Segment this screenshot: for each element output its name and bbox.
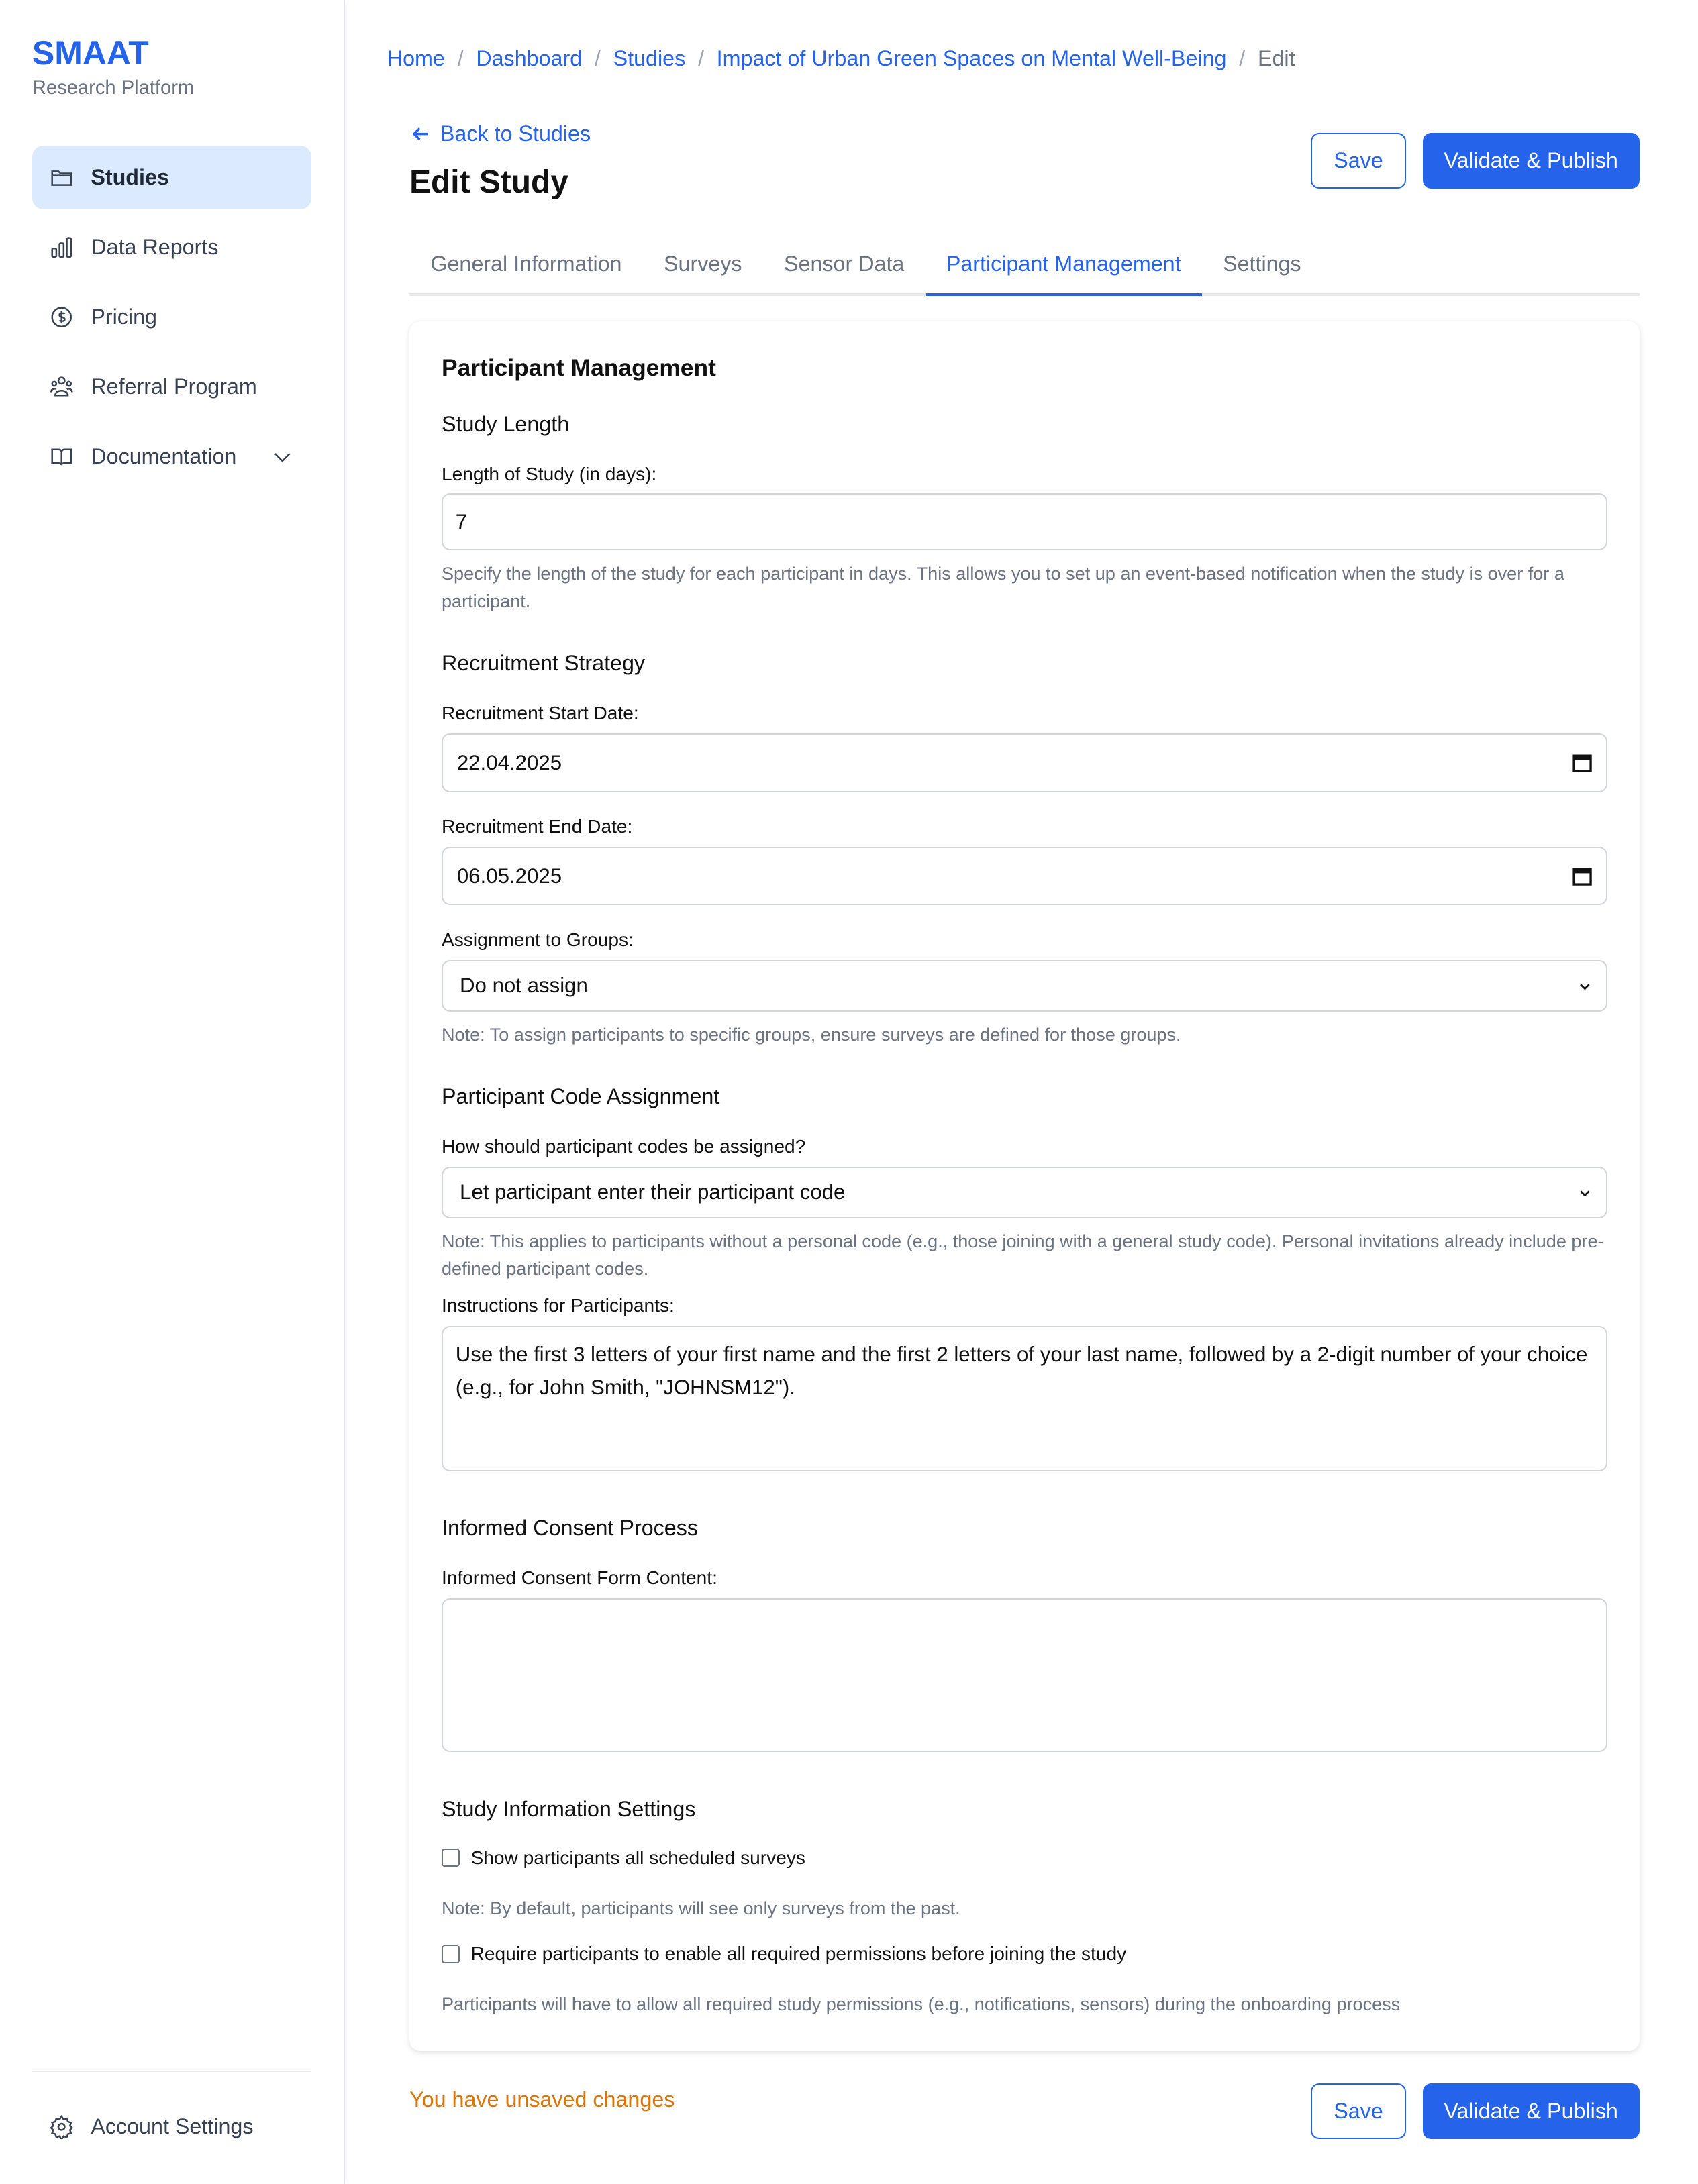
study-length-label: Length of Study (in days):: [442, 464, 657, 485]
study-length-input[interactable]: 7: [442, 493, 1607, 550]
groups-note: Note: To assign participants to specific groups, ensure surveys are defined for those groups.: [442, 1025, 1181, 1045]
users-icon: [49, 374, 74, 399]
calendar-icon[interactable]: [1572, 753, 1592, 772]
breadcrumb-study[interactable]: Impact of Urban Green Spaces on Mental Well-Being: [716, 46, 1227, 70]
divider: [32, 2071, 311, 2072]
groups-select[interactable]: [442, 960, 1607, 1012]
sidebar-item-label: Documentation: [91, 444, 237, 469]
end-date-label: Recruitment End Date:: [442, 816, 633, 837]
folder-icon: [49, 165, 74, 190]
sidebar-item-pricing[interactable]: [32, 285, 311, 350]
sidebar-item-label: Pricing: [91, 305, 157, 329]
consent-textarea[interactable]: [442, 1598, 1607, 1752]
tab-settings[interactable]: Settings: [1223, 251, 1301, 276]
sidebar-nav: [32, 146, 311, 495]
checkbox-label: Require participants to enable all required permissions before joining the study: [470, 1943, 1127, 1965]
footer-validate-publish-button[interactable]: Validate & Publish: [1423, 2083, 1640, 2139]
sidebar-item-documentation[interactable]: [32, 425, 311, 489]
sidebar-item-data-reports[interactable]: [32, 215, 311, 280]
end-date-input[interactable]: [442, 847, 1607, 905]
tab-sensor-data[interactable]: Sensor Data: [784, 251, 905, 276]
account-settings-link[interactable]: [32, 2094, 311, 2159]
breadcrumb-current: Edit: [1257, 46, 1295, 70]
back-label: Back to Studies: [440, 121, 591, 146]
start-date-label: Recruitment Start Date:: [442, 703, 639, 724]
codes-heading: Participant Code Assignment: [442, 1084, 720, 1108]
codes-label: How should participant codes be assigned?: [442, 1135, 806, 1157]
sidebar-item-studies[interactable]: [32, 146, 311, 210]
checkbox[interactable]: [442, 1849, 460, 1867]
tab-general-information[interactable]: General Information: [430, 251, 622, 276]
page-title: Edit Study: [409, 164, 568, 200]
codes-value: Let participant enter their participant code: [459, 1180, 846, 1204]
breadcrumb-studies[interactable]: Studies: [613, 46, 686, 70]
study-length-help: Specify the length of the study for each participant in days. This allows you to set up an event-based notification when the study is over for a participant.: [442, 563, 1564, 611]
breadcrumb: Home / Dashboard / Studies / Impact of Urban Green Spaces on Mental Well-Being / Edit: [387, 46, 1295, 70]
checkbox[interactable]: [442, 1945, 460, 1963]
show-all-surveys-checkbox[interactable]: [442, 1847, 805, 1869]
recruitment-heading: Recruitment Strategy: [442, 651, 646, 676]
chevron-down-icon: [1578, 979, 1592, 993]
participant-management-card: [409, 321, 1639, 2051]
sidebar-item-referral-program[interactable]: [32, 355, 311, 419]
tab-participant-management[interactable]: Participant Management: [926, 238, 1202, 296]
start-date-input[interactable]: [442, 733, 1607, 792]
codes-note: Note: This applies to participants without a personal code (e.g., those joining with a general study code). Personal invitations already include pre-defined participant codes.: [442, 1231, 1604, 1279]
require-permissions-checkbox[interactable]: [442, 1943, 1126, 1965]
sidebar-item-label: Studies: [91, 164, 169, 189]
sidebar-item-label: Data Reports: [91, 235, 219, 260]
chevron-down-icon[interactable]: [270, 444, 295, 469]
chevron-down-icon: [1578, 1186, 1592, 1200]
breadcrumb-home[interactable]: Home: [387, 46, 445, 70]
calendar-icon[interactable]: [1572, 866, 1592, 886]
section-title: Participant Management: [442, 354, 716, 381]
save-button[interactable]: Save: [1311, 133, 1406, 189]
arrow-left-icon: [409, 123, 432, 145]
footer-save-button[interactable]: Save: [1311, 2083, 1406, 2139]
groups-label: Assignment to Groups:: [442, 929, 634, 950]
study-length-heading: Study Length: [442, 412, 570, 437]
logo-subtitle: Research Platform: [32, 76, 195, 99]
info-note-1: Note: By default, participants will see only surveys from the past.: [442, 1897, 960, 1918]
checkbox-label: Show participants all scheduled surveys: [470, 1847, 805, 1868]
tab-surveys[interactable]: Surveys: [663, 251, 742, 276]
bar-chart-icon: [49, 235, 74, 260]
info-note-2: Participants will have to allow all required study permissions (e.g., notifications, sensors) during the onboarding process: [442, 1994, 1401, 2015]
tabs: [409, 238, 1639, 296]
start-date-value: 22.04.2025: [456, 750, 562, 774]
gear-icon: [49, 2114, 74, 2139]
dollar-circle-icon: [49, 305, 74, 329]
consent-heading: Informed Consent Process: [442, 1516, 698, 1541]
back-to-studies-link[interactable]: [409, 121, 591, 146]
sidebar: [0, 0, 345, 2184]
unsaved-changes-text: You have unsaved changes: [409, 2087, 675, 2112]
breadcrumb-dashboard[interactable]: Dashboard: [476, 46, 583, 70]
codes-select[interactable]: [442, 1167, 1607, 1218]
end-date-value: 06.05.2025: [456, 864, 562, 888]
instructions-label: Instructions for Participants:: [442, 1295, 675, 1316]
groups-value: Do not assign: [459, 974, 588, 998]
logo: SMAAT: [32, 34, 149, 72]
info-settings-heading: Study Information Settings: [442, 1796, 696, 1821]
sidebar-item-label: Referral Program: [91, 374, 257, 399]
instructions-textarea[interactable]: Use the first 3 letters of your first name and the first 2 letters of your last name, followed by a 2-digit number of your choice (e.g., for John Smith, "JOHNSM12").: [442, 1326, 1607, 1471]
consent-label: Informed Consent Form Content:: [442, 1567, 717, 1589]
validate-publish-button[interactable]: Validate & Publish: [1423, 133, 1640, 189]
account-settings-label: Account Settings: [91, 2114, 254, 2138]
book-icon: [49, 444, 74, 469]
